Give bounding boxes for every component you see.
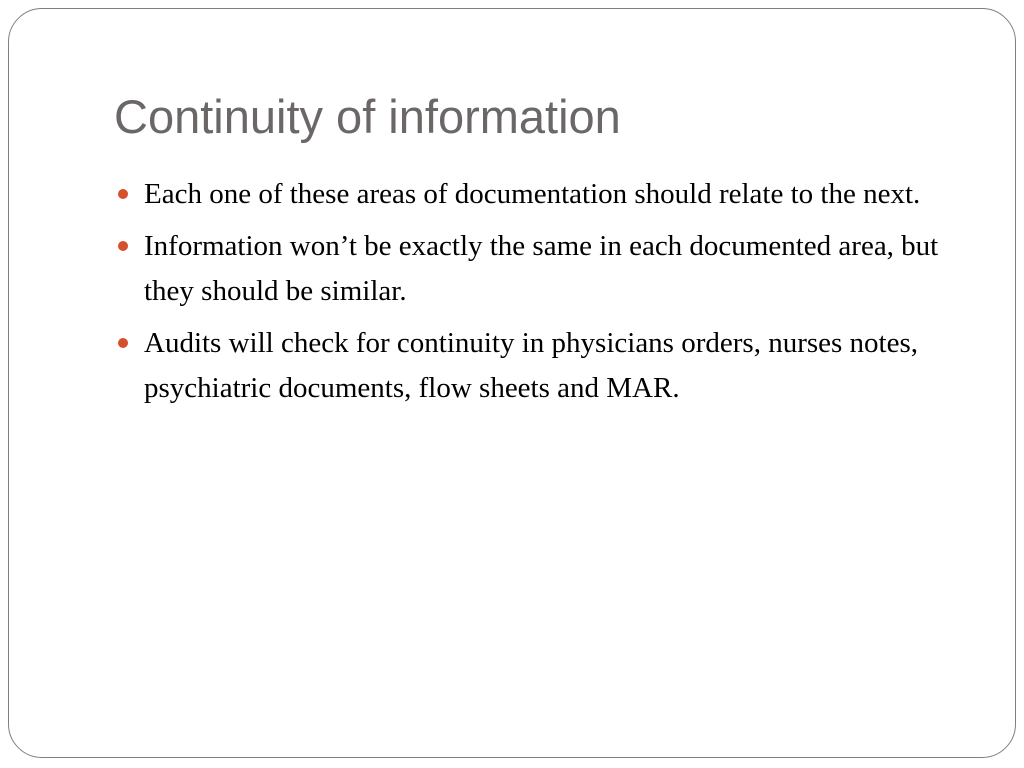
bullet-list: [114, 172, 974, 418]
bullet-dot-icon: [118, 338, 128, 348]
bullet-item: [114, 224, 974, 314]
bullet-item: [114, 321, 974, 411]
slide-title: Continuity of information: [114, 90, 621, 143]
bullet-dot-icon: [118, 189, 128, 199]
slide-frame: [8, 8, 1016, 758]
bullet-text: Audits will check for continuity in physicians orders, nurses notes, psychiatric documents, flow sheets and MAR.: [144, 327, 919, 404]
bullet-dot-icon: [118, 241, 128, 251]
bullet-text: Each one of these areas of documentation should relate to the next.: [144, 178, 921, 210]
bullet-text: Information won’t be exactly the same in each documented area, but they should be similar.: [144, 230, 939, 307]
bullet-item: [114, 172, 974, 217]
